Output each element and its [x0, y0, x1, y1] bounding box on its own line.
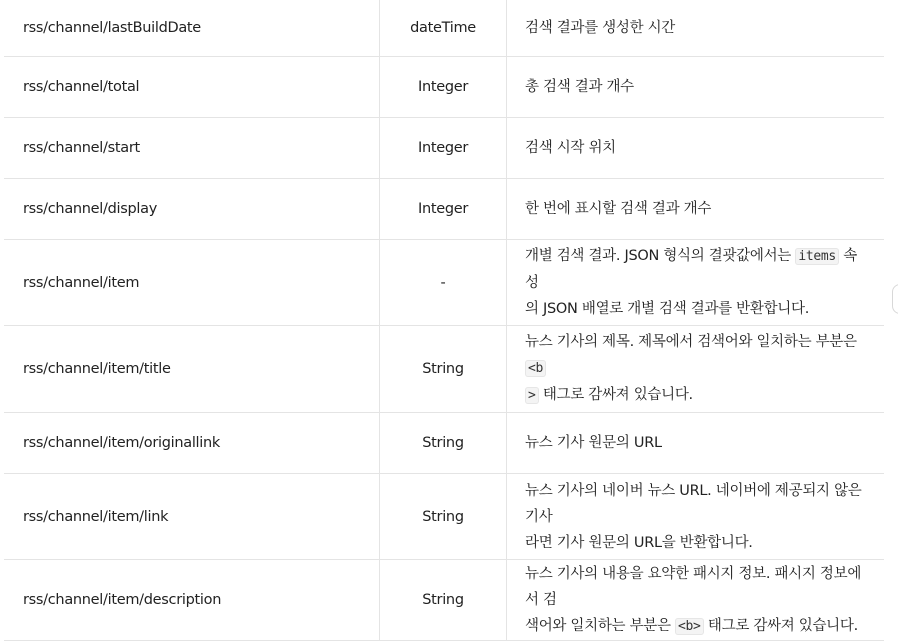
field-type-cell: dateTime — [380, 0, 507, 56]
description-segment: 뉴스 기사의 제목. 제목에서 검색어와 일치하는 부분은 — [525, 334, 857, 350]
field-description-text — [525, 74, 634, 100]
field-description-text — [525, 561, 866, 640]
inline-code: <b — [525, 360, 546, 377]
table-row — [4, 560, 884, 641]
field-name-cell: rss/channel/item — [4, 240, 380, 325]
description-segment: 총 검색 결과 개수 — [525, 79, 634, 95]
field-description-cell — [507, 560, 884, 640]
scroll-handle[interactable] — [892, 284, 898, 314]
field-type-cell: String — [380, 474, 507, 559]
table-row — [4, 118, 884, 179]
field-description-cell — [507, 413, 884, 473]
description-segment: 태그로 감싸져 있습니다. — [703, 617, 858, 634]
table-row — [4, 413, 884, 474]
field-type-cell: - — [380, 240, 507, 325]
field-description-cell — [507, 179, 884, 239]
field-description-text — [525, 430, 662, 456]
field-description-text — [525, 243, 866, 322]
field-name-cell: rss/channel/total — [4, 57, 380, 117]
field-type-cell: Integer — [380, 118, 507, 178]
field-description-text — [525, 135, 616, 161]
field-description-text — [525, 329, 866, 409]
field-type-cell: Integer — [380, 57, 507, 117]
description-segment: 뉴스 기사의 네이버 뉴스 URL. 네이버에 제공되지 않은 기사 라면 기사 원문의 URL을 반환합니다. — [525, 482, 862, 551]
field-type-cell: String — [380, 326, 507, 412]
description-segment: 태그로 감싸져 있습니다. — [538, 387, 693, 403]
field-description-cell — [507, 118, 884, 178]
table-row — [4, 179, 884, 240]
field-description-cell — [507, 57, 884, 117]
description-segment: 속성 의 JSON 배열로 개별 검색 결과를 반환합니다. — [525, 248, 857, 317]
field-name-cell: rss/channel/item/title — [4, 326, 380, 412]
field-description-cell — [507, 474, 884, 559]
field-type-cell: Integer — [380, 179, 507, 239]
field-name-cell: rss/channel/item/link — [4, 474, 380, 559]
field-type-cell: String — [380, 413, 507, 473]
description-segment: 검색 시작 위치 — [525, 140, 616, 156]
field-description-text — [525, 478, 866, 556]
table-row — [4, 474, 884, 560]
field-name-cell: rss/channel/start — [4, 118, 380, 178]
inline-code: <b> — [675, 618, 704, 635]
inline-code: items — [795, 248, 839, 265]
description-segment: 뉴스 기사의 내용을 요약한 패시지 정보. 패시지 정보에서 검 색어와 일치하는 부분은 — [525, 565, 862, 634]
table-row — [4, 0, 884, 57]
field-name-cell: rss/channel/item/originallink — [4, 413, 380, 473]
description-segment: 개별 검색 결과. JSON 형식의 결괏값에서는 — [525, 248, 796, 264]
field-name-cell: rss/channel/lastBuildDate — [4, 0, 380, 56]
field-name-cell: rss/channel/item/description — [4, 560, 380, 640]
inline-code: > — [525, 387, 539, 404]
field-description-cell — [507, 326, 884, 412]
field-description-cell — [507, 240, 884, 325]
table-row — [4, 57, 884, 118]
description-segment: 뉴스 기사 원문의 URL — [525, 435, 662, 451]
table-row — [4, 240, 884, 326]
field-description-text — [525, 196, 711, 222]
description-segment: 검색 결과를 생성한 시간 — [525, 20, 675, 36]
field-description-cell — [507, 0, 884, 56]
field-type-cell: String — [380, 560, 507, 640]
response-fields-table — [4, 0, 884, 641]
field-description-text — [525, 15, 675, 41]
description-segment: 한 번에 표시할 검색 결과 개수 — [525, 201, 712, 217]
table-row — [4, 326, 884, 413]
field-name-cell: rss/channel/display — [4, 179, 380, 239]
